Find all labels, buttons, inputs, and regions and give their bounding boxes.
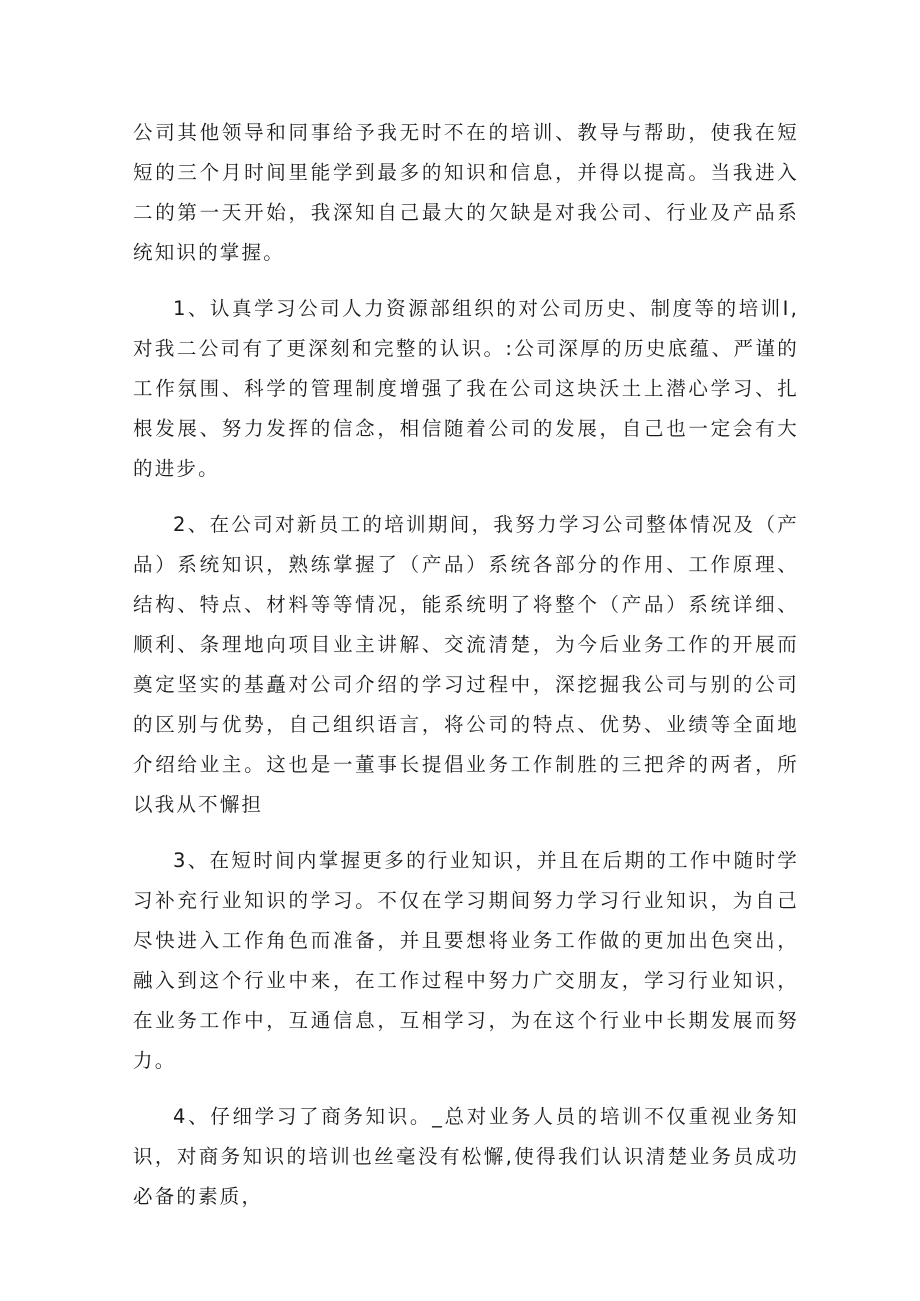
paragraph-point-1: 1、认真学习公司人力资源部组织的对公司历史、制度等的培训I,对我二公司有了更深刻和完整的认识。:公司深厚的历史底蕴、严谨的工作氛围、科学的管理制度增强了我在公司这块沃土上潜心学习、扎根发展、努力发挥的信念，相信随着公司的发展，自己也一定会有大的进步。 [133,297,799,480]
paragraph-point-4: 4、仔细学习了商务知识。_总对业务人员的培训不仅重视业务知识，对商务知识的培训也丝毫没有松懈,使得我们认识清楚业务员成功必备的素质， [133,1105,799,1208]
document-body [133,113,799,1233]
paragraph-intro-continued: 公司其他领导和同事给予我无时不在的培训、教导与帮助，使我在短短的三个月时间里能学到最多的知识和信息，并得以提高。当我进入二的第一天开始，我深知自己最大的欠缺是对我公司、行业及产品系统知识的掌握。 [133,121,799,264]
paragraph-point-3: 3、在短时间内掌握更多的行业知识，并且在后期的工作中随时学习补充行业知识的学习。不仅在学习期间努力学习行业知识，为自己尽快进入工作角色而准备，并且要想将业务工作做的更加出色突出，融入到这个行业中来，在工作过程中努力广交朋友，学习行业知识，在业务工作中，互通信息，互相学习，为在这个行业中长期发展而努力。 [133,849,799,1072]
paragraph-point-2: 2、在公司对新员工的培训期间，我努力学习公司整体情况及（产品）系统知识，熟练掌握了（产品）系统各部分的作用、工作原理、结构、特点、材料等等情况，能系统明了将整个（产品）系统详细、顺利、条理地向项目业主讲解、交流清楚，为今后业务工作的开展而奠定坚实的基矗对公司介绍的学习过程中，深挖掘我公司与别的公司的区别与优势，自己组织语言，将公司的特点、优势、业绩等全面地介绍给业主。这也是一董事长提倡业务工作制胜的三把斧的两者，所以我从不懈担 [133,513,799,816]
